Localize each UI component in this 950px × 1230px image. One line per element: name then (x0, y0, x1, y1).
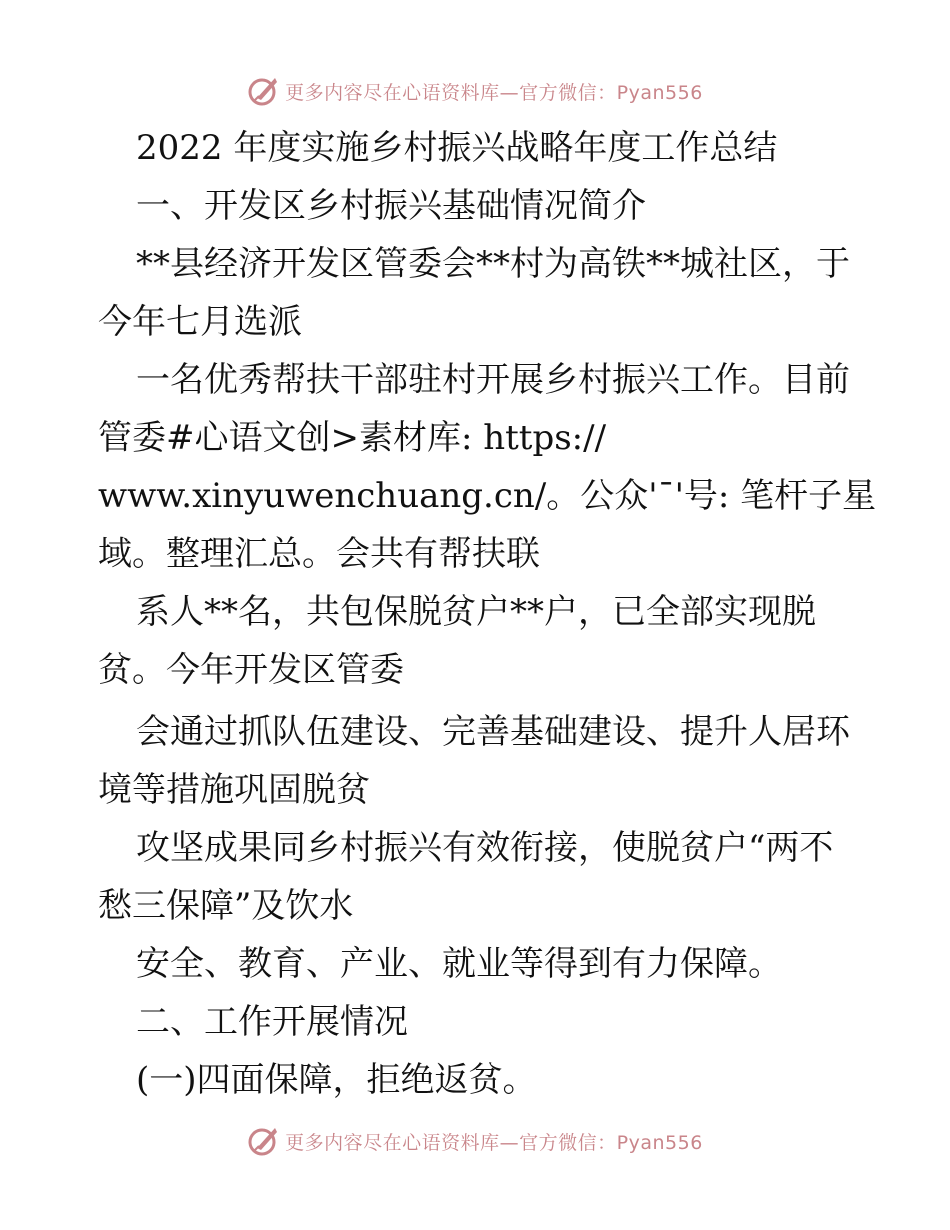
paragraph-line: 一名优秀帮扶干部驻村开展乡村振兴工作。目前 (136, 360, 850, 400)
watermark-text: 更多内容尽在心语资料库—官方微信：Pyan556 (285, 1131, 703, 1154)
paragraph-line: 会通过抓队伍建设、完善基础建设、提升人居环 (136, 712, 850, 752)
paragraph-line: 域。整理汇总。会共有帮扶联 (98, 534, 540, 574)
document-title: 2022 年度实施乡村振兴战略年度工作总结 (136, 128, 778, 168)
quill-logo-icon (247, 1124, 281, 1158)
section-heading-1: 一、开发区乡村振兴基础情况简介 (136, 186, 646, 226)
paragraph-line: 贫。今年开发区管委 (98, 650, 404, 690)
section-heading-2: 二、工作开展情况 (136, 1002, 408, 1042)
paragraph-line: 今年七月选派 (98, 302, 302, 342)
paragraph-line: **县经济开发区管委会**村为高铁**城社区，于 (136, 244, 850, 284)
paragraph-line: 安全、教育、产业、就业等得到有力保障。 (136, 944, 782, 984)
paragraph-line: 管委#心语文创>素材库: https:// (98, 418, 607, 458)
footer-watermark (0, 1124, 950, 1158)
paragraph-line: www.xinyuwenchuang.cn/。公众'¯'号: 笔杆子星 (98, 476, 877, 516)
paragraph-line: 境等措施巩固脱贫 (98, 770, 370, 810)
header-watermark (0, 74, 950, 108)
paragraph-line: 愁三保障”及饮水 (98, 886, 354, 926)
paragraph-line: 系人**名，共包保脱贫户**户，已全部实现脱 (136, 592, 816, 632)
paragraph-line: 攻坚成果同乡村振兴有效衔接，使脱贫户“两不 (136, 828, 834, 868)
watermark-text: 更多内容尽在心语资料库—官方微信：Pyan556 (285, 81, 703, 104)
quill-logo-icon (247, 74, 281, 108)
subsection-heading: (一)四面保障，拒绝返贫。 (136, 1060, 537, 1100)
